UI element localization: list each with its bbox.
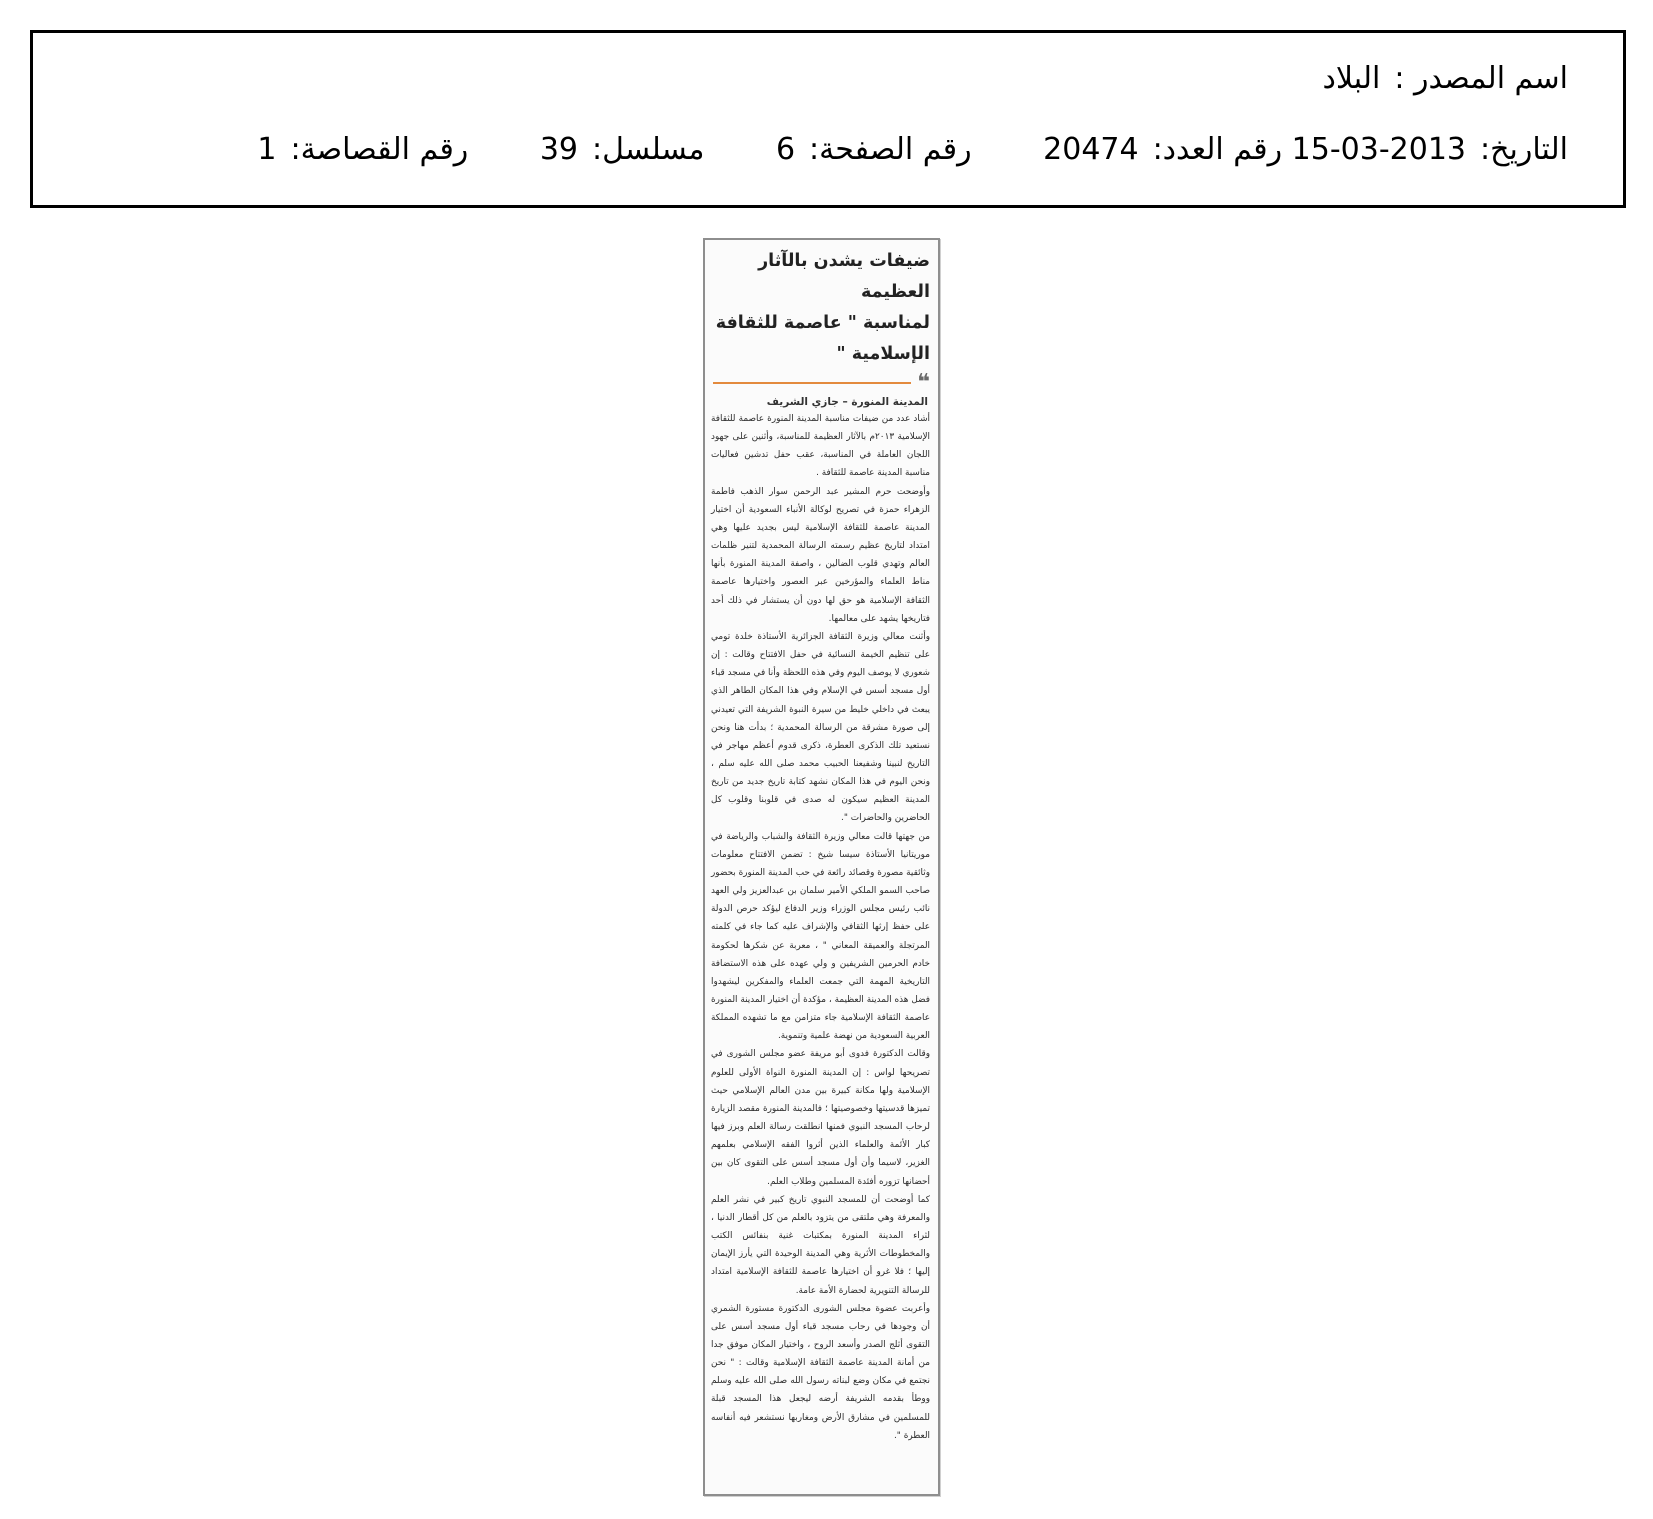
clip-number-value: 1 [257,132,277,167]
date-label: التاريخ: [1480,132,1568,167]
headline-line-1: ضيفات يشدن بالآثار العظيمة [758,251,930,302]
orange-rule [713,382,911,384]
source-value: البلاد [1322,61,1381,96]
serial-value: 39 [539,132,579,167]
paragraph: وأوضحت حرم المشير عبد الرحمن سوار الذهب فاطمة الزهراء حمزة في تصريح لوكالة الأنباء السعودية أن اختيار المدينة عاصمة للثقافة الإسلامية ليس بجديد عليها وهي امتداد لتاريخ عظيم رسمته الرسالة المحمدية لتنير ظلمات العالم وتهدي قلوب الضالين ، واصفة المدينة المنورة بأنها مناط العلماء والمؤرخين عبر العصور واختيارها عاصمة الثقافة الإسلامية هو حق لها دون أن يستشار في ذلك أحد فتاريخها يشهد على معالمها. [711,486,930,624]
paragraph: كما أوضحت أن للمسجد النبوي تاريخ كبير في نشر العلم والمعرفة وهي ملتقى من يتزود بالعلم من كل أقطار الدنيا ، لثراء المدينة المنورة بمكتبات غنية بنفائس الكتب والمخطوطات الأثرية وهي المدينة الوحيدة التي يأرز الإيمان إليها ؛ فلا غرو أن اختيارها عاصمة للثقافة الإسلامية امتداد للرسالة التنويرية لحضارة الأمة عامة. [711,1194,930,1296]
headline-line-2: لمناسبة " عاصمة للثقافة الإسلامية " [715,313,930,364]
quote-icon: ❝ [917,370,930,395]
newspaper-clipping [703,238,940,1496]
headline-divider [713,370,930,395]
page-value: 6 [775,132,796,167]
paragraph: أشاد عدد من ضيفات مناسبة المدينة المنورة عاصمة للثقافة الإسلامية ٢٠١٣م بالآثار العظيمة للمناسبة، وأثنين على جهود اللجان العاملة في المناسبة، عقب حفل تدشين فعاليات مناسبة المدينة عاصمة للثقافة . [711,414,930,479]
clip-number-field [257,130,468,170]
source-label: اسم المصدر : [1394,61,1568,96]
clip-number-label: رقم القصاصة: [290,132,469,167]
source-field [1173,59,1568,99]
date-field [1292,130,1568,170]
paragraph: وأثنت معالي وزيرة الثقافة الجزائرية الأستاذة خلدة تومي على تنظيم الخيمة النسائية في حفل الافتتاح وقالت : إن شعوري لا يوصف اليوم وفي هذه اللحظة وأنا في مسجد قباء أول مسجد أسس في الإسلام وفي هذا المكان الطاهر الذي يبعث في داخلي خليط من سيرة النبوة الشريفة التي تعيدني إلى صورة مشرقة من الرسالة المحمدية ؛ بدأت هنا ونحن نستعيد تلك الذكرى العطرة، ذكرى قدوم أعظم مهاجر في التاريخ لنبينا وشفيعنا الحبيب محمد صلى الله عليه سلم ، ونحن اليوم في هذا المكان نشهد كتابة تاريخ جديد من تاريخ المدينة العظيم سيكون له صدى في قلوبنا وقلوب كل الحاضرين والحاضرات ". [711,631,930,824]
paragraph: من جهتها قالت معالي وزيرة الثقافة والشباب والرياضة في موريتانيا الأستاذة سيسا شيخ : تضمن الافتتاح معلومات وثائقية مصورة وقصائد رائعة في حب المدينة المنورة بحضور صاحب السمو الملكي الأمير سلمان بن عبدالعزيز ولي العهد نائب رئيس مجلس الوزراء وزير الدفاع ليؤكد حرص الدولة على حفظ إرثها الثقافي والإشراف عليه كما جاء في كلمته المرتجلة والعميقة المعاني " ، معربة عن شكرها لحكومة خادم الحرمين الشريفين و ولي عهده على هذه الاستضافة التاريخية المهمة التي جمعت العلماء والمفكرين ليشهدوا فضل هذه المدينة العظيمة ، مؤكدة أن اختيار المدينة المنورة عاصمة الثقافة الإسلامية جاء متزامن مع ما تشهده المملكة العربية السعودية من نهضة علمية وتنموية. [711,831,930,1042]
issue-field [1043,130,1282,170]
serial-field [540,130,705,170]
article-headline [713,246,930,370]
page-field [776,130,972,170]
article-body [711,410,930,1445]
source-info-box [30,30,1626,208]
serial-label: مسلسل: [592,132,705,167]
issue-value: 20474 [1043,132,1139,167]
source-row [1173,59,1568,99]
paragraph: وقالت الدكتورة فدوى أبو مريفة عضو مجلس الشورى في تصريحها لواس : إن المدينة المنورة النواة الأولى للعلوم الإسلامية ولها مكانة كبيرة بين مدن العالم الإسلامي حيث تميزها قدسيتها وخصوصيتها ؛ فالمدينة المنورة مقصد الزيارة لرحاب المسجد النبوي فمنها انطلقت رسالة العلم وبرز فيها كبار الأئمة والعلماء الذين أثروا الفقه الإسلامي بعلمهم الغزير، لاسيما وأن أول مسجد أسس على التقوى كان بين أحضانها تزوره أفئدة المسلمين وطلاب العلم. [711,1049,930,1187]
issue-label: رقم العدد: [1152,132,1283,167]
details-row [195,130,1568,170]
paragraph: وأعربت عضوة مجلس الشورى الدكتورة مستورة الشمري أن وجودها في رحاب مسجد قباء أول مسجد أسس على التقوى أثلج الصدر وأسعد الروح ، واختيار المكان موفق جدا من أمانة المدينة عاصمة الثقافة الإسلامية وقالت : " نحن نجتمع في مكان وضع لبناته رسول الله صلى الله عليه وسلم ووطأ بقدمه الشريفة أرضه ليجعل هذا المسجد قبلة للمسلمين في مشارق الأرض ومغاربها نستشعر فيه أنفاسه العطرة ". [711,1303,930,1441]
page-label: رقم الصفحة: [809,132,972,167]
date-value: 2013-03-15 [1291,132,1467,167]
article-byline: المدينة المنورة – جازي الشريف [766,396,928,408]
